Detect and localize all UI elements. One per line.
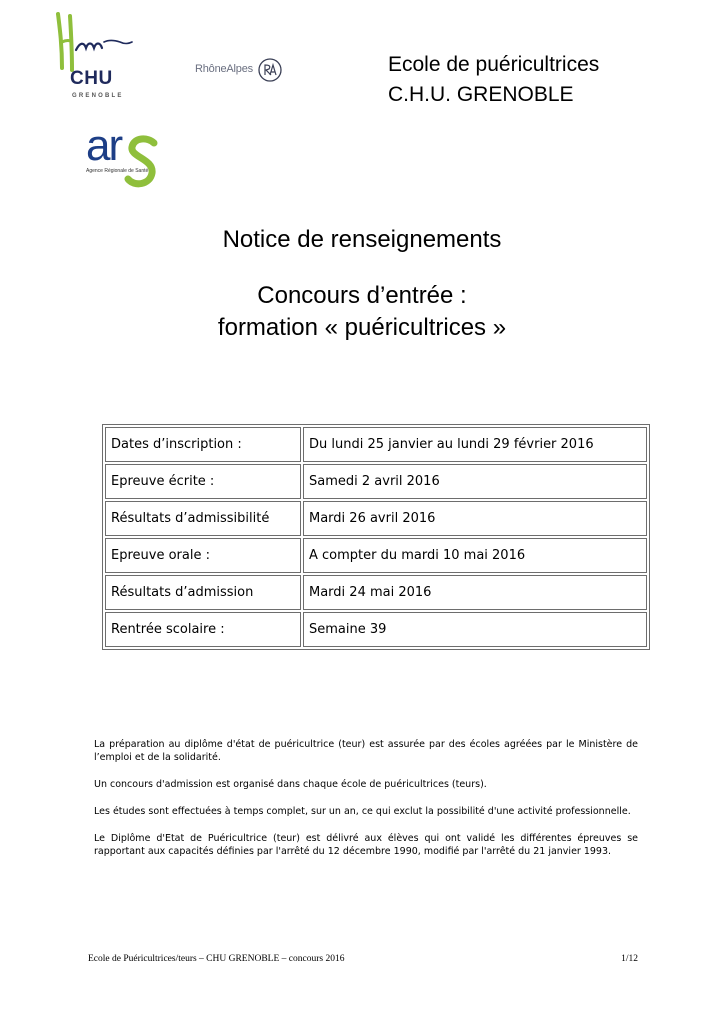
chu-logo-name: CHU <box>70 68 113 89</box>
row-label: Epreuve orale : <box>105 538 301 573</box>
paragraph: Le Diplôme d'Etat de Puéricultrice (teur) est délivré aux élèves qui ont validé les différentes épreuves se rapportant aux capacités définies par l'arrêté du 12 décembre 1990, modifié par l'arrêté du 21 janvier 1993. <box>94 833 638 857</box>
row-label: Résultats d’admissibilité <box>105 501 301 536</box>
notice-title: Notice de renseignements <box>222 226 502 253</box>
row-value: Semaine 39 <box>303 612 647 647</box>
ars-logo <box>86 121 164 193</box>
table-row <box>105 538 647 573</box>
footer-text: Ecole de Puéricultrices/teurs – CHU GRENOBLE – concours 2016 <box>88 954 345 964</box>
row-value: A compter du mardi 10 mai 2016 <box>303 538 647 573</box>
ars-logo-name: ar <box>86 121 122 170</box>
row-value: Mardi 24 mai 2016 <box>303 575 647 610</box>
schedule-table <box>102 424 650 650</box>
chu-grenoble-logo <box>48 12 134 104</box>
concours-title: Concours d’entrée : <box>257 282 467 309</box>
paragraph: Un concours d'admission est organisé dans chaque école de puéricultrices (teurs). <box>94 779 487 790</box>
table-row <box>105 575 647 610</box>
row-value: Du lundi 25 janvier au lundi 29 février 2016 <box>303 427 647 462</box>
row-value: Mardi 26 avril 2016 <box>303 501 647 536</box>
school-header <box>388 50 599 110</box>
row-label: Epreuve écrite : <box>105 464 301 499</box>
paragraph: La préparation au diplôme d'état de puéricultrice (teur) est assurée par des écoles agréées par le Ministère de l’emploi et de la solidarité. <box>94 739 638 763</box>
school-institution: C.H.U. GRENOBLE <box>388 83 574 106</box>
ars-logo-subtitle: Agence Régionale de Santé <box>86 168 149 174</box>
rhone-alpes-logo-name: RhôneAlpes <box>195 63 253 75</box>
row-label: Résultats d’admission <box>105 575 301 610</box>
row-value: Samedi 2 avril 2016 <box>303 464 647 499</box>
table-row <box>105 612 647 647</box>
row-label: Rentrée scolaire : <box>105 612 301 647</box>
chu-logo-subtitle: GRENOBLE <box>72 93 124 99</box>
rhone-alpes-seal-icon <box>257 57 283 83</box>
school-name: Ecole de puéricultrices <box>388 53 600 76</box>
row-label: Dates d’inscription : <box>105 427 301 462</box>
information-paragraphs <box>94 738 638 872</box>
formation-title: formation « puéricultrices » <box>217 314 507 341</box>
paragraph: Les études sont effectuées à temps complet, sur un an, ce qui exclut la possibilité d'une activité professionnelle. <box>94 806 631 817</box>
table-row <box>105 501 647 536</box>
ars-s-mark-icon <box>122 135 162 191</box>
table-row <box>105 427 647 462</box>
rhone-alpes-logo <box>195 57 285 85</box>
table-row <box>105 464 647 499</box>
page-number: 1/12 <box>621 954 638 964</box>
chu-mark-icon <box>48 12 134 72</box>
